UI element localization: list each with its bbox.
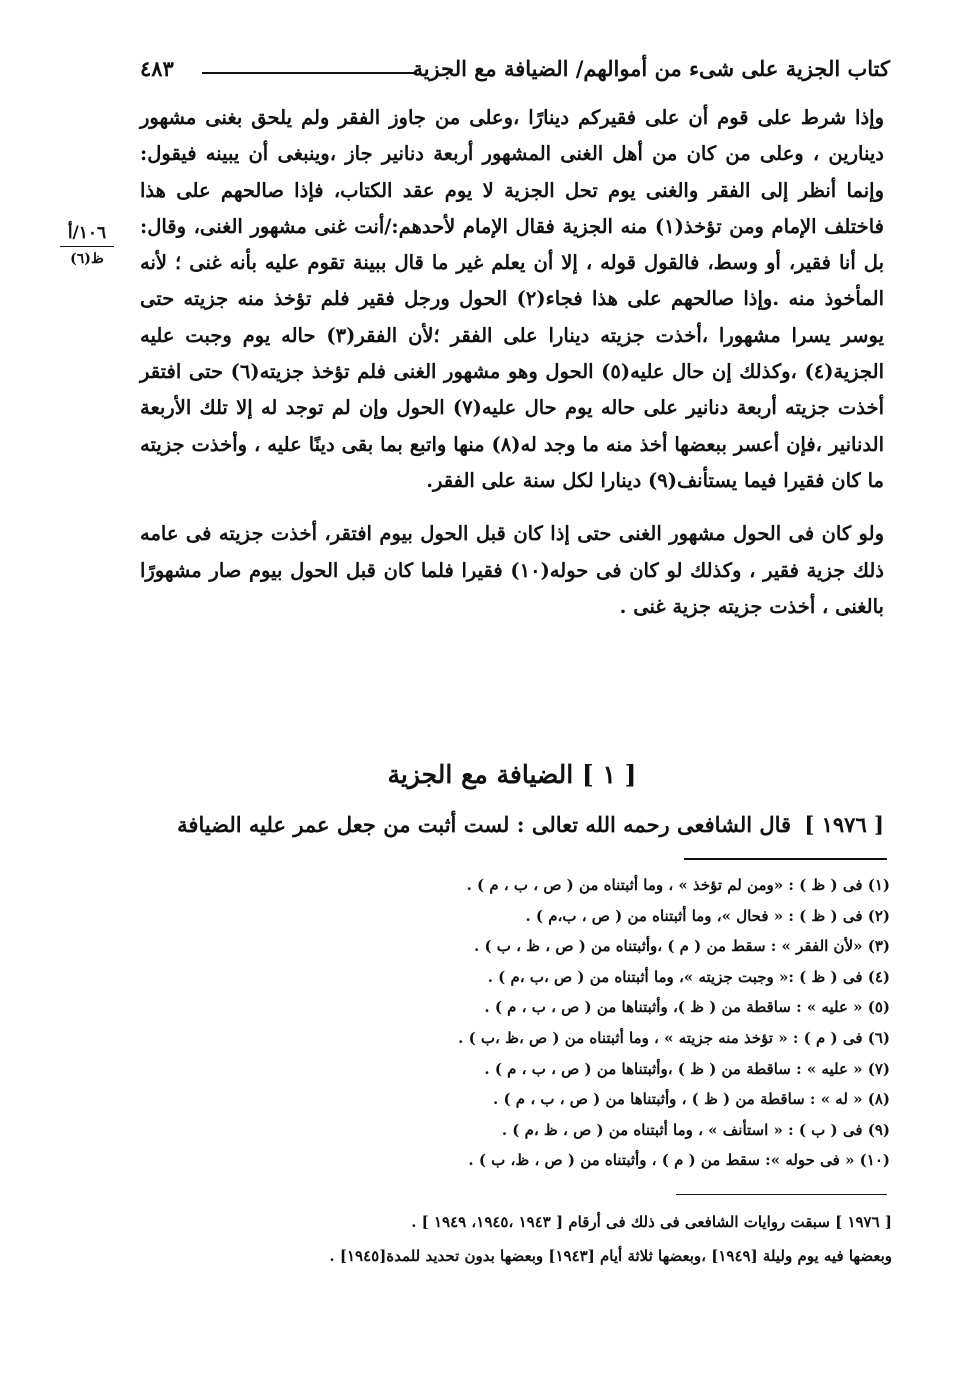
entry-commentary: [120, 1205, 892, 1273]
main-text: [140, 100, 884, 625]
running-header-title: كتاب الجزية على شىء من أموالهم/ الضيافة مع الجزية: [412, 56, 890, 81]
footnote-8: (٨) « له » : ساقطة من ( ظ ) ، وأثبتناها من ( ص ، ب ، م ) .: [493, 1090, 890, 1109]
margin-folio-number: ١٠٦/أ: [67, 223, 107, 243]
header-rule: [202, 72, 417, 74]
paragraph-2: ولو كان فى الحول مشهور الغنى حتى إذا كان قبل الحول بيوم افتقر، أخذت جزيته فى عامه ذلك جزية فقير ، وكذلك لو كان فى حوله(١٠) فقيرا فلما كان قبل الحول بيوم صار مشهورًا بالغنى ، أخذت جزيته جزية غنى .: [140, 522, 884, 618]
commentary-line-2: وبعضها فيه يوم وليلة [١٩٤٩] ،وبعضها ثلاثة أيام [١٩٤٣] وبعضها بدون تحديد للمدة[١٩٤٥] .: [329, 1247, 892, 1265]
margin-folio-note: [54, 222, 120, 269]
margin-manuscript-siglum: ظ(٦): [70, 251, 104, 267]
footnote-6: (٦) فى ( م ) : « تؤخذ منه جزيته » ، وما أثبتناه من ( ص ،ظ ،ب ) .: [458, 1028, 890, 1047]
entry-line: [140, 812, 884, 837]
page-number: ٤٨٣: [140, 56, 174, 81]
footnote-separator: [684, 858, 887, 860]
footnote-4: (٤) فى ( ظ ) :« وجبت جزيته »، وما أثبتناه من ( ص ،ب ،م ) .: [487, 967, 890, 986]
appendix-separator: [676, 1194, 887, 1195]
entry-text: قال الشافعى رحمه الله تعالى : لست أثبت من جعل عمر عليه الضيافة: [177, 812, 792, 837]
footnotes: [140, 870, 890, 1176]
commentary-line-1: [ ١٩٧٦ ] سبقت روايات الشافعى فى ذلك فى أرقام [ ١٩٤٣ ،١٩٤٥، ١٩٤٩ ] .: [411, 1213, 892, 1231]
footnote-9: (٩) فى ( ب ) : « استأنف » ، وما أثبتناه من ( ص ، ظ ،م ) .: [501, 1120, 890, 1139]
paragraph-1: وإذا شرط على قوم أن على فقيركم دينارًا ،وعلى من جاوز الفقر ولم يلحق بغنى مشهور دينارين ، وعلى من كان من أهل الغنى المشهور أربعة دنانير جاز ،وينبغى أن يبينه فيقول: وإنما أنظر إلى الفقر والغنى يوم تحل الجزية لا يوم عقد الكتاب، فإذا صالحهم على هذا فاختلف الإمام ومن تؤخذ(١) منه الجزية فقال الإمام لأحدهم:/أنت غنى مشهور الغنى، وقال: بل أنا فقير، أو وسط، فالقول قوله ، إلا أن يعلم غير ما قال ببينة تقوم عليه بأنه غنى ؛ لأنه المأخوذ منه .وإذا صالحهم على هذا فجاء(٢) الحول ورجل فقير فلم تؤخذ منه جزيته حتى يوسر يسرا مشهورا ،أخذت جزيته دينارا على الفقر ؛لأن الفقر(٣) حاله يوم وجبت عليه الجزية(٤) ،وكذلك إن حال عليه(٥) الحول وهو مشهور الغنى فلم تؤخذ جزيته(٦) حتى افتقر أخذت جزيته أربعة دنانير على حاله يوم حال عليه(٧) الحول وإن لم توجد له إلا تلك الأربعة الدنانير ،فإن أعسر ببعضها أخذ منه ما وجد له(٨) منها واتبع بما بقى دينًا عليه ، وأخذت جزيته ما كان فقيرا فيما يستأنف(٩) دينارا لكل سنة على الفقر.: [140, 106, 885, 492]
margin-divider: [60, 246, 114, 247]
footnote-7: (٧) « عليه » : ساقطة من ( ظ ) ،وأثبتناها من ( ص ، ب ، م ) .: [484, 1059, 890, 1078]
section-heading: [ ١ ] الضيافة مع الجزية: [387, 760, 637, 789]
footnote-3: (٣) «لأن الفقر » : سقط من ( م ) ،وأثبتناه من ( ص ، ظ ، ب ) .: [474, 937, 890, 956]
footnote-10: (١٠) « فى حوله »: سقط من ( م ) ، وأثبتناه من ( ص ، ظ، ب ) .: [468, 1151, 890, 1170]
footnote-5: (٥) « عليه » : ساقطة من ( ظ )، وأثبتناها من ( ص ، ب ، م ) .: [484, 998, 890, 1017]
running-header: [140, 52, 890, 92]
footnote-2: (٢) فى ( ظ ) : « فحال »، وما أثبتناه من ( ص ، ب،م ) .: [525, 906, 890, 925]
footnote-1: (١) فى ( ظ ) : «ومن لم تؤخذ » ، وما أثبتناه من ( ص ، ب ، م ) .: [466, 876, 890, 894]
entry-number: [ ١٩٧٦ ]: [804, 812, 884, 837]
